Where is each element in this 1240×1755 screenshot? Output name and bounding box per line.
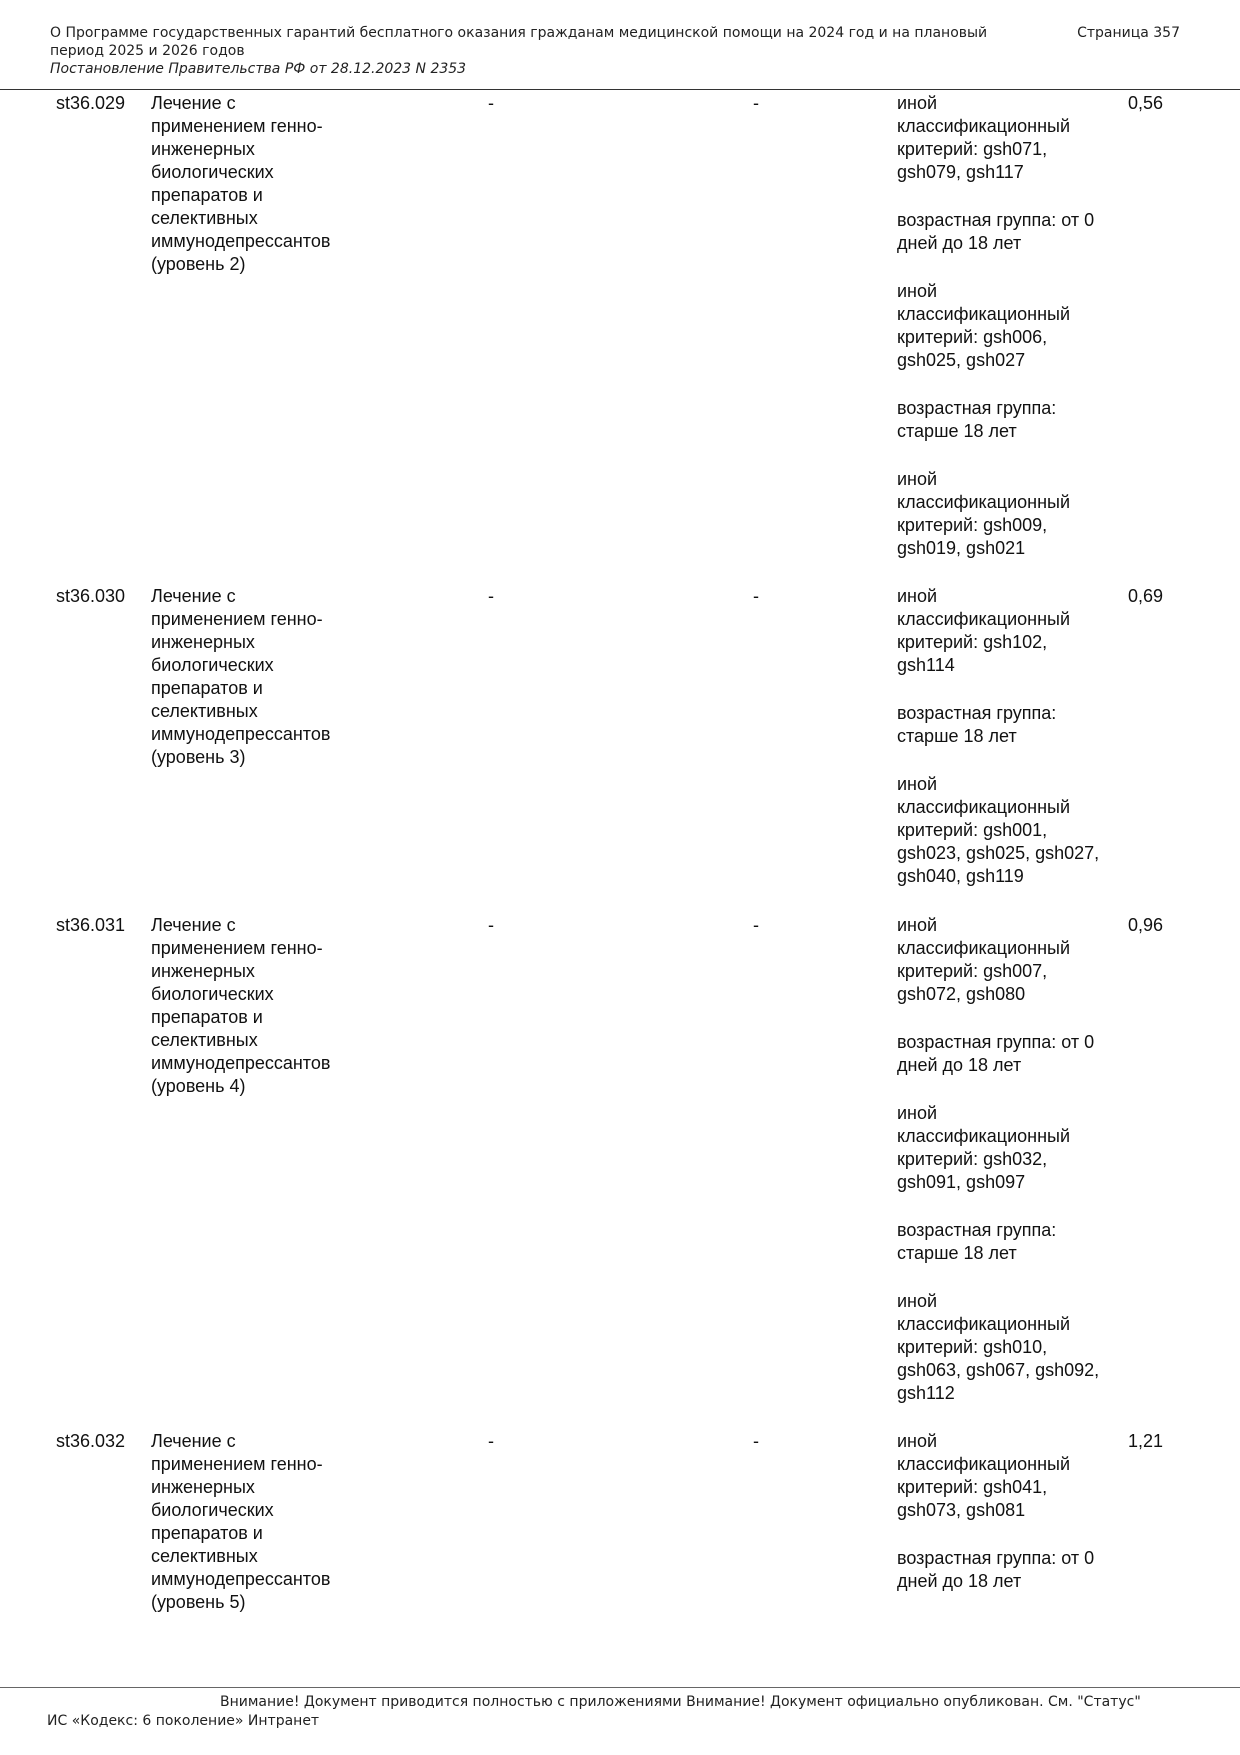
footer-divider xyxy=(0,1687,1240,1688)
row-code: st36.029 xyxy=(56,93,126,113)
row-col4: - xyxy=(753,93,759,113)
criteria-item: иной классификационный критерий: gsh007, gsh072, gsh080 xyxy=(897,915,1071,1004)
page-number: Страница 357 xyxy=(1077,25,1180,41)
row-criteria xyxy=(897,92,1107,585)
criteria-item: иной классификационный критерий: gsh071, gsh079, gsh117 xyxy=(897,93,1071,182)
row-criteria xyxy=(897,585,1107,913)
row-criteria xyxy=(897,914,1107,1430)
criteria-item: иной классификационный критерий: gsh102, gsh114 xyxy=(897,586,1071,675)
criteria-item: возрастная группа: от 0 дней до 18 лет xyxy=(897,1548,1095,1591)
row-name: Лечение с применением генно-инженерных биологических препаратов и селективных иммунодепрессантов (уровень 4) xyxy=(151,915,331,1096)
criteria-item: возрастная группа: старше 18 лет xyxy=(897,703,1057,746)
tariff-table xyxy=(0,92,1240,1630)
criteria-item: иной классификационный критерий: gsh009, gsh019, gsh021 xyxy=(897,469,1071,558)
row-col3: - xyxy=(488,1431,494,1451)
header-divider xyxy=(0,89,1240,90)
system-label: ИС «Кодекс: 6 поколение» Интранет xyxy=(47,1713,320,1729)
row-code: st36.032 xyxy=(56,1431,126,1451)
criteria-item: возрастная группа: старше 18 лет xyxy=(897,1220,1057,1263)
row-code: st36.031 xyxy=(56,915,126,935)
row-col3: - xyxy=(488,93,494,113)
criteria-item: иной классификационный критерий: gsh006, gsh025, gsh027 xyxy=(897,281,1071,370)
criteria-item: иной классификационный критерий: gsh001, gsh023, gsh025, gsh027, gsh040, gsh119 xyxy=(897,774,1100,886)
row-coefficient: 0,96 xyxy=(1128,915,1164,935)
row-coefficient: 1,21 xyxy=(1128,1431,1164,1451)
document-title: О Программе государственных гарантий бесплатного оказания гражданам медицинской помощи на 2024 год и на плановый период 2025 и 2026 годов xyxy=(50,25,988,59)
criteria-item: иной классификационный критерий: gsh032, gsh091, gsh097 xyxy=(897,1103,1071,1192)
table-row xyxy=(0,914,1240,1430)
table-row xyxy=(0,92,1240,585)
table-row xyxy=(0,585,1240,914)
row-name: Лечение с применением генно-инженерных биологических препаратов и селективных иммунодепрессантов (уровень 2) xyxy=(151,93,331,274)
row-col4: - xyxy=(753,1431,759,1451)
criteria-item: иной классификационный критерий: gsh010, gsh063, gsh067, gsh092, gsh112 xyxy=(897,1291,1100,1403)
status-notice: Внимание! Документ приводится полностью с приложениями Внимание! Документ официально опубликован. См. "Статус" xyxy=(220,1694,1141,1710)
criteria-item: возрастная группа: старше 18 лет xyxy=(897,398,1057,441)
row-col3: - xyxy=(488,915,494,935)
document-subtitle: Постановление Правительства РФ от 28.12.2023 N 2353 xyxy=(50,61,467,77)
row-col4: - xyxy=(753,915,759,935)
row-coefficient: 0,69 xyxy=(1128,586,1164,606)
table-row xyxy=(0,1430,1240,1630)
row-code: st36.030 xyxy=(56,586,126,606)
criteria-item: иной классификационный критерий: gsh041, gsh073, gsh081 xyxy=(897,1431,1071,1520)
row-col4: - xyxy=(753,586,759,606)
row-criteria xyxy=(897,1430,1107,1618)
row-coefficient: 0,56 xyxy=(1128,93,1164,113)
row-name: Лечение с применением генно-инженерных биологических препаратов и селективных иммунодепрессантов (уровень 5) xyxy=(151,1431,331,1612)
criteria-item: возрастная группа: от 0 дней до 18 лет xyxy=(897,210,1095,253)
row-name: Лечение с применением генно-инженерных биологических препаратов и селективных иммунодепрессантов (уровень 3) xyxy=(151,586,331,767)
row-col3: - xyxy=(488,586,494,606)
page-header xyxy=(50,24,1180,78)
criteria-item: возрастная группа: от 0 дней до 18 лет xyxy=(897,1032,1095,1075)
